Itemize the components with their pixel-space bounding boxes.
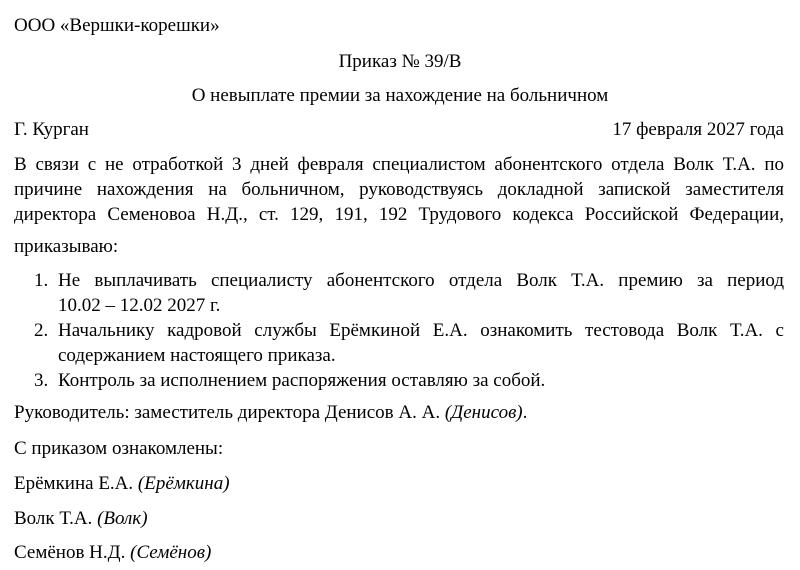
head-signature: (Денисов) <box>444 402 523 423</box>
order-subject: О невыплате премии за нахождение на больничном <box>191 85 609 106</box>
item-number: 3. <box>34 370 49 391</box>
list-item <box>14 318 784 368</box>
item-text-line: Контроль за исполнением распоряжения оставляю за собой. <box>58 370 546 391</box>
place-date-row <box>14 118 784 142</box>
order-place: Г. Курган <box>14 119 89 140</box>
person-signature: (Волк) <box>97 508 148 529</box>
order-items-list <box>14 268 784 393</box>
list-item <box>14 368 784 393</box>
preamble-line: директора Семеновоа Н.Д., ст. 129, 191, 192 Трудового кодекса Российской Федерации, <box>14 204 784 225</box>
person-name: Ерёмкина Е.А. <box>14 473 134 494</box>
list-item <box>14 268 784 318</box>
organization-name: ООО «Вершки-корешки» <box>14 15 220 36</box>
head-text: Руководитель: заместитель директора Денисов А. А. <box>14 402 441 423</box>
item-text-line: Начальнику кадровой службы Ерёмкиной Е.А. ознакомить тестовода Волк Т.А. с <box>58 320 784 341</box>
acquainted-label: С приказом ознакомлены: <box>14 438 224 459</box>
person-name: Волк Т.А. <box>14 508 93 529</box>
preamble-line: В связи с не отработкой 3 дней февраля специалистом абонентского отдела Волк Т.А. по <box>14 154 784 175</box>
item-text-line: Не выплачивать специалисту абонентского отдела Волк Т.А. премию за период <box>58 270 784 291</box>
acquainted-person <box>14 472 230 496</box>
preamble-line: причине нахождения на больничном, руководствуясь докладной запиской заместителя <box>14 179 784 200</box>
person-name: Семёнов Н.Д. <box>14 542 126 563</box>
item-number: 2. <box>34 320 49 341</box>
order-word: приказываю: <box>14 236 119 257</box>
item-number: 1. <box>34 270 49 291</box>
person-signature: (Семёнов) <box>130 542 212 563</box>
item-text-line: 10.02 – 12.02 2027 г. <box>58 295 221 316</box>
person-signature: (Ерёмкина) <box>137 473 230 494</box>
order-date: 17 февраля 2027 года <box>612 119 784 140</box>
head-signature-line <box>14 401 527 425</box>
order-title: Приказ № 39/В <box>338 51 462 72</box>
item-text-line: содержанием настоящего приказа. <box>58 345 336 366</box>
head-end: . <box>522 402 528 423</box>
acquainted-person <box>14 541 211 565</box>
preamble-paragraph <box>14 152 784 227</box>
acquainted-person <box>14 507 148 531</box>
